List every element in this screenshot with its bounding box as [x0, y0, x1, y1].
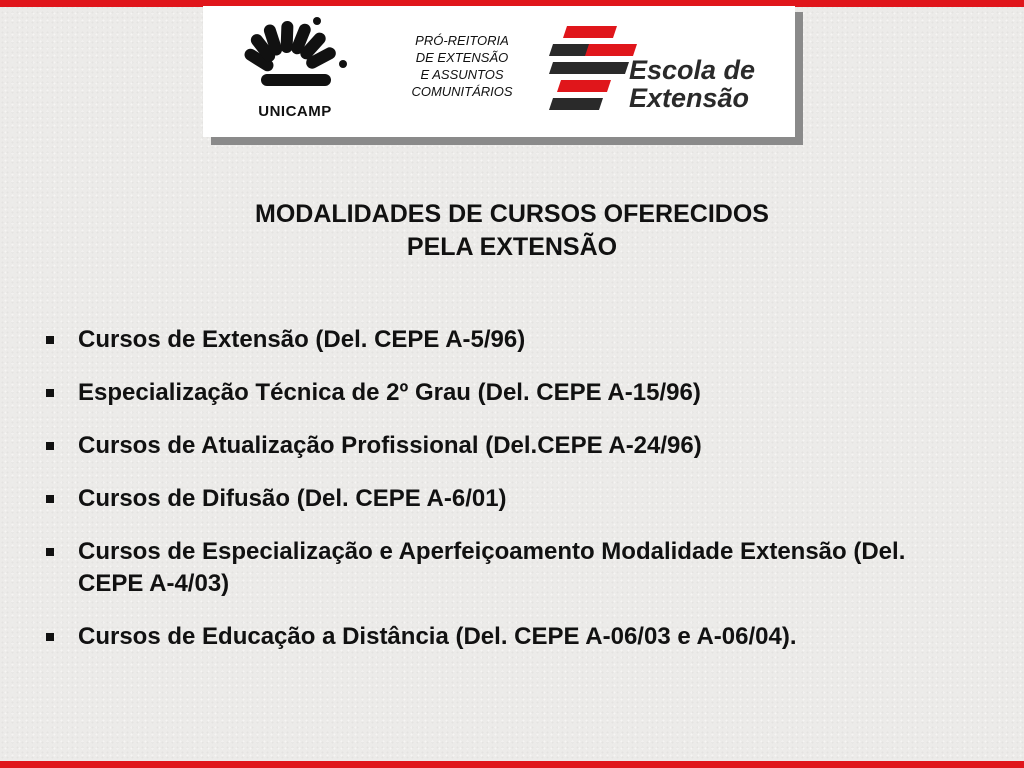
- escola-de-extensao-wordmark: [629, 56, 755, 112]
- list-item: [44, 483, 964, 515]
- list-item-text: Especialização Técnica de 2º Grau (Del. CEPE A-15/96): [78, 379, 701, 406]
- list-item: [44, 621, 964, 653]
- square-bullet-icon: [46, 495, 54, 503]
- list-item: [44, 430, 964, 462]
- square-bullet-icon: [46, 336, 54, 344]
- list-item-text: Cursos de Extensão (Del. CEPE A-5/96): [78, 326, 526, 353]
- list-item: [44, 536, 964, 600]
- logo-banner: [203, 6, 795, 137]
- list-item-text: Cursos de Especialização e Aperfeiçoamento Modalidade Extensão (Del. CEPE A-4/03): [78, 538, 906, 597]
- list-item-text: Cursos de Difusão (Del. CEPE A-6/01): [78, 485, 507, 512]
- escola-stripes-icon: [545, 24, 637, 116]
- proreitoria-line: PRÓ-REITORIA: [415, 33, 509, 48]
- title-line: PELA EXTENSÃO: [406, 233, 618, 261]
- square-bullet-icon: [46, 548, 54, 556]
- list-item: [44, 377, 964, 409]
- list-item-text: Cursos de Educação a Distância (Del. CEPE A-06/03 e A-06/04).: [78, 623, 797, 650]
- page-title: [0, 198, 1024, 264]
- bottom-red-bar: [0, 761, 1024, 768]
- escola-line: Escola de: [629, 55, 756, 85]
- list-item-text: Cursos de Atualização Profissional (Del.CEPE A-24/96): [78, 432, 702, 459]
- escola-line: Extensão: [629, 83, 750, 113]
- proreitoria-line: COMUNITÁRIOS: [411, 84, 513, 99]
- unicamp-emblem-icon: [243, 16, 353, 104]
- unicamp-wordmark: UNICAMP: [258, 103, 332, 120]
- title-line: MODALIDADES DE CURSOS OFERECIDOS: [255, 200, 769, 228]
- proreitoria-label: [387, 32, 537, 100]
- square-bullet-icon: [46, 442, 54, 450]
- course-list: [44, 324, 964, 674]
- proreitoria-line: DE EXTENSÃO: [415, 50, 509, 65]
- square-bullet-icon: [46, 633, 54, 641]
- proreitoria-line: E ASSUNTOS: [420, 67, 504, 82]
- list-item: [44, 324, 964, 356]
- square-bullet-icon: [46, 389, 54, 397]
